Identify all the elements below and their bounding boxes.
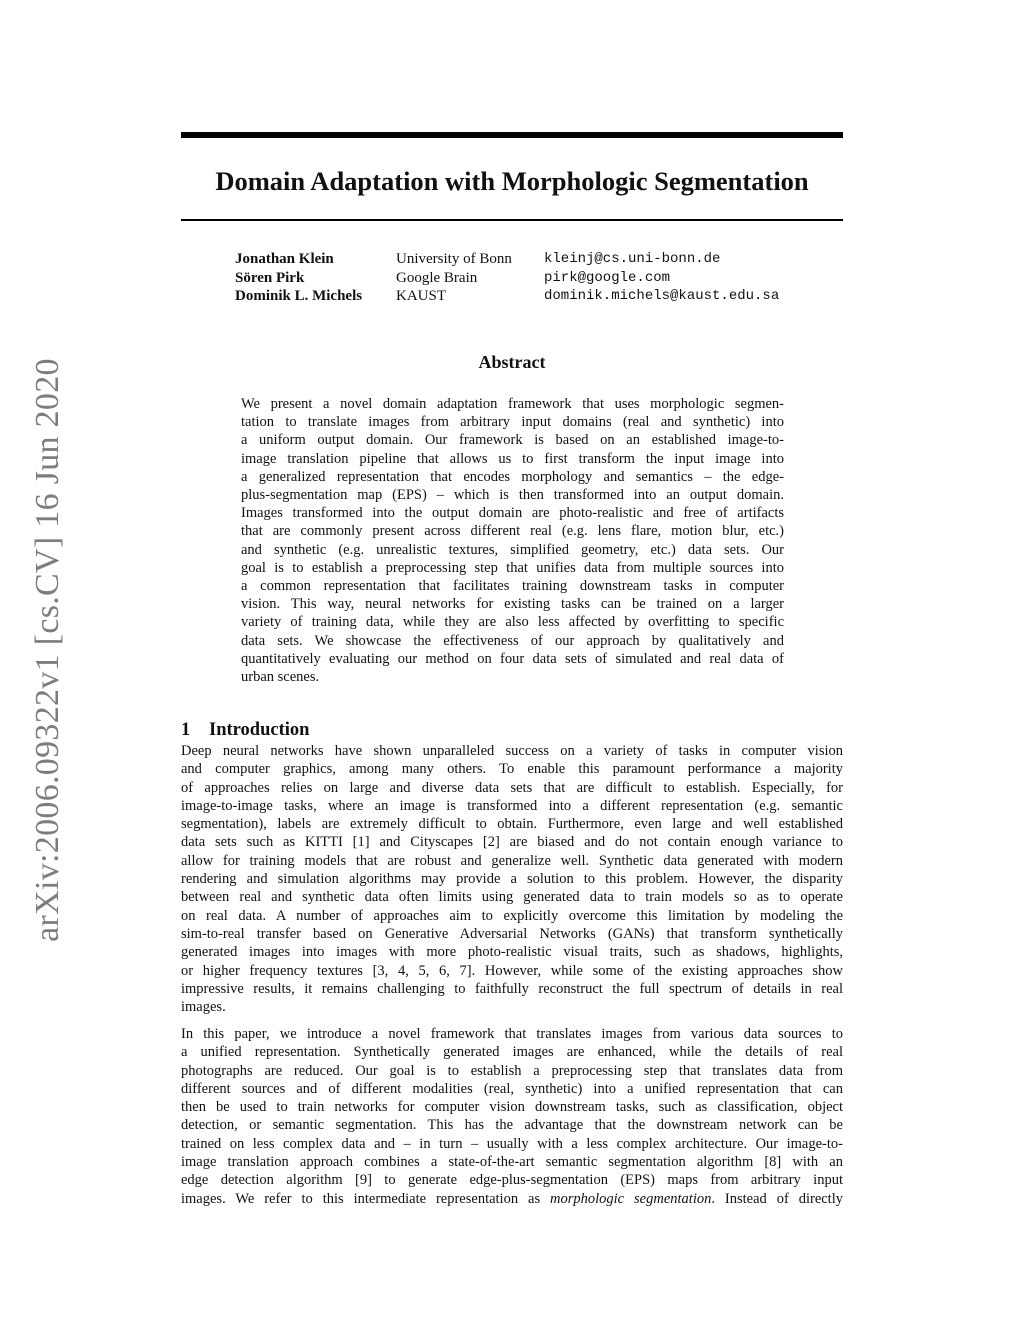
author-email: kleinj@cs.uni-bonn.de — [544, 251, 721, 267]
paragraph-line: edge detection algorithm [9] to generate edge-plus-segmentation (EPS) maps from arbitrary input — [181, 1172, 843, 1189]
section-title: Introduction — [209, 720, 310, 740]
text-run: . Instead of directly — [711, 1190, 843, 1207]
paragraph-line: data sets such as KITTI [1] and Cityscapes [2] are biased and do not contain enough variance to — [181, 834, 843, 851]
abstract-line: a uniform output domain. Our framework is based on an established image-to- — [241, 432, 784, 449]
abstract-line: and synthetic (e.g. unrealistic textures, simplified geometry, etc.) data sets. Our — [241, 541, 784, 558]
abstract-line: a generalized representation that encodes morphology and semantics – the edge- — [241, 468, 784, 485]
section-heading-introduction — [181, 717, 309, 743]
paragraph-line: allow for training models that are robust and generalize well. Synthetic data generated with modern — [181, 852, 843, 869]
intro-paragraph-2 — [181, 1025, 843, 1208]
paragraph-line: or higher frequency textures [3, 4, 5, 6, 7]. However, while some of the existing approaches show — [181, 962, 843, 979]
author-email: dominik.michels@kaust.edu.sa — [544, 288, 780, 304]
title-rule-top — [181, 132, 843, 138]
abstract-heading: Abstract — [478, 352, 546, 372]
paragraph-line: Deep neural networks have shown unparalleled success on a variety of tasks in computer vision — [181, 743, 843, 759]
abstract-line: data sets. We showcase the effectiveness of our approach by qualitatively and — [241, 632, 784, 649]
paragraph-line: and computer graphics, among many others. To enable this paramount performance a majority — [181, 761, 843, 778]
paragraph-line: then be used to train networks for computer vision downstream tasks, such as classification, object — [181, 1099, 843, 1116]
paragraph-line: sim-to-real transfer based on Generative Adversarial Networks (GANs) that transform synthetically — [181, 925, 843, 942]
abstract-line: urban scenes. — [241, 669, 320, 686]
author-affiliation: Google Brain — [396, 269, 478, 286]
paragraph-line: a unified representation. Synthetically generated images are enhanced, while the details of real — [181, 1044, 843, 1061]
paragraph-line: image translation approach combines a state-of-the-art semantic segmentation algorithm [8] with an — [181, 1154, 843, 1171]
abstract-line: vision. This way, neural networks for existing tasks can be trained on a larger — [241, 596, 784, 613]
paragraph-line: trained on less complex data and – in turn – usually with a less complex architecture. Our image-to- — [181, 1135, 843, 1152]
paper-title: Domain Adaptation with Morphologic Segmentation — [215, 166, 809, 196]
arxiv-identifier-text: arXiv:2006.09322v1 [cs.CV] 16 Jun 2020 — [29, 358, 66, 942]
author-affiliation: University of Bonn — [396, 251, 512, 267]
paragraph-line: between real and synthetic data often limits using generated data to train models so as to operate — [181, 889, 843, 906]
author-affiliation: KAUST — [396, 288, 447, 304]
abstract-line: image translation pipeline that allows us to first transform the input image into — [241, 450, 784, 467]
abstract-line: plus-segmentation map (EPS) – which is then transformed into an output domain. — [241, 487, 784, 504]
abstract-line: We present a novel domain adaptation framework that uses morphologic segmen- — [241, 396, 784, 412]
abstract-line: goal is to establish a preprocessing step that unifies data from multiple sources into — [241, 559, 784, 576]
paragraph-line: rendering and simulation algorithms may provide a solution to this problem. However, the disparity — [181, 871, 843, 888]
author-name: Jonathan Klein — [235, 251, 334, 267]
abstract-line: tation to translate images from arbitrary input domains (real and synthetic) into — [241, 414, 784, 431]
author-name: Dominik L. Michels — [235, 288, 363, 304]
text-run: images. We refer to this intermediate representation as — [181, 1190, 551, 1207]
abstract-line: Images transformed into the output domain are photo-realistic and free of artifacts — [241, 505, 784, 522]
abstract-line: that are commonly present across different real (e.g. lens flare, motion blur, etc.) — [241, 523, 784, 540]
paragraph-line: image-to-image tasks, where an image is transformed into a different representation (e.g. semantic — [181, 797, 843, 814]
paragraph-line: detection, or semantic segmentation. This has the advantage that the downstream network can be — [181, 1117, 843, 1134]
abstract-line: variety of training data, while they are also less affected by overfitting to specific — [241, 614, 784, 631]
paragraph-line: on real data. A number of approaches aim to explicitly overcome this limitation by modeling the — [181, 907, 843, 924]
paragraph-line: different sources and of different modalities (real, synthetic) into a unified representation that can — [181, 1080, 843, 1097]
title-rule-bottom — [181, 219, 843, 221]
abstract-line: quantitatively evaluating our method on four data sets of simulated and real data of — [241, 650, 784, 667]
paragraph-line: images. — [181, 999, 226, 1016]
paragraph-line: of approaches relies on large and diverse data sets that are difficult to establish. Especially, for — [181, 779, 843, 796]
author-name: Sören Pirk — [235, 269, 305, 286]
intro-paragraph-1 — [181, 742, 843, 1016]
section-number: 1 — [181, 720, 191, 740]
paragraph-line: segmentation), labels are extremely difficult to obtain. Furthermore, even large and well established — [181, 816, 843, 833]
paragraph-line: impressive results, it remains challenging to faithfully reconstruct the full spectrum of details in real — [181, 980, 843, 997]
paragraph-line: generated images into images with more photo-realistic visual traits, such as shadows, highlights, — [181, 944, 843, 961]
emphasized-term: morphologic segmentation — [550, 1190, 712, 1207]
paragraph-line-final — [181, 1190, 843, 1208]
paragraph-line: In this paper, we introduce a novel framework that translates images from various data sources to — [181, 1026, 843, 1042]
abstract-body — [241, 395, 784, 686]
paragraph-line: photographs are reduced. Our goal is to establish a preprocessing step that translates data from — [181, 1062, 843, 1079]
author-email: pirk@google.com — [544, 269, 671, 286]
abstract-line: a common representation that facilitates training downstream tasks in computer — [241, 578, 784, 595]
